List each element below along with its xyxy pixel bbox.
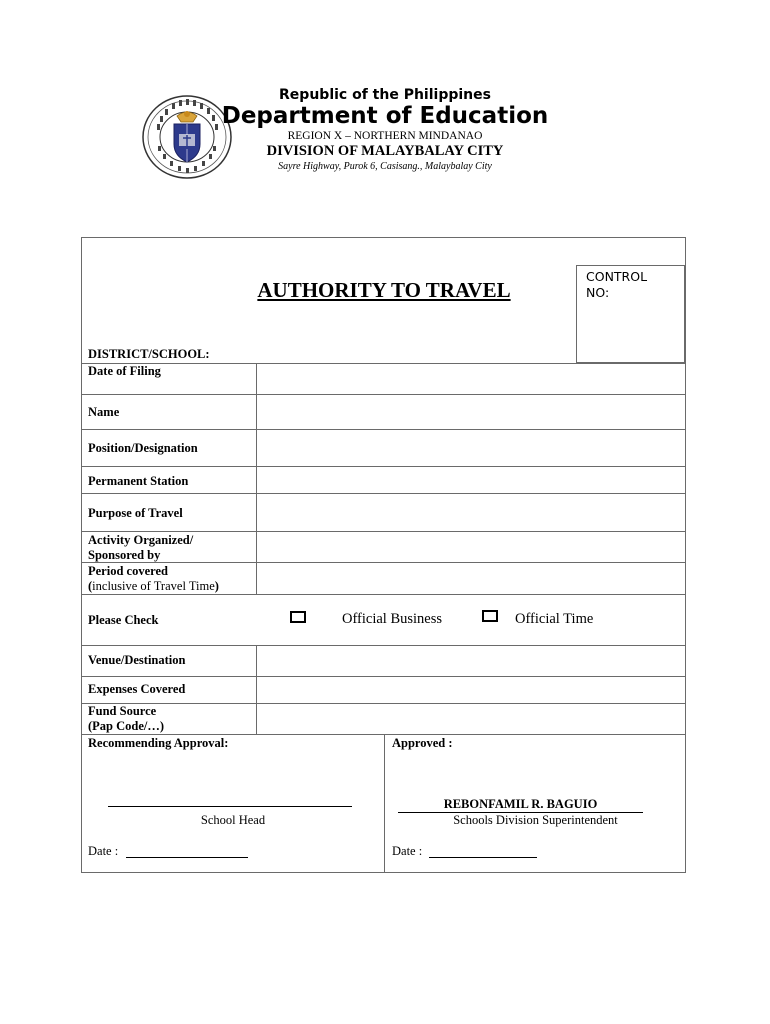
fund-source-field[interactable] (257, 704, 685, 734)
activity-label (88, 533, 193, 563)
venue-field[interactable] (257, 646, 685, 676)
fund-source-label-line1: Fund Source (88, 704, 157, 718)
superintendent-caption: Schools Division Superintendent (453, 813, 618, 827)
expenses-label: Expenses Covered (88, 682, 186, 696)
purpose-field[interactable] (257, 494, 685, 531)
period-paren-open: ( (88, 579, 93, 593)
approved-label: Approved : (392, 736, 453, 750)
official-business-label: Official Business (342, 611, 443, 627)
superintendent-date-line[interactable] (429, 857, 537, 858)
official-time-label: Official Time (515, 611, 594, 627)
name-field[interactable] (257, 395, 685, 429)
recommending-approval-label: Recommending Approval: (88, 736, 229, 750)
position-label: Position/Designation (88, 441, 198, 455)
school-head-date-line[interactable] (126, 857, 248, 858)
period-label-line2-text: inclusive of Travel Time (92, 579, 215, 593)
activity-field[interactable] (257, 532, 685, 562)
official-business-checkbox[interactable] (290, 611, 306, 623)
venue-label: Venue/Destination (88, 653, 186, 667)
purpose-label: Purpose of Travel (88, 506, 183, 520)
expenses-field[interactable] (257, 677, 685, 703)
signature-divider (384, 734, 385, 873)
please-check-label: Please Check (88, 613, 159, 627)
permanent-station-field[interactable] (257, 467, 685, 493)
form-title: AUTHORITY TO TRAVEL (257, 278, 511, 302)
district-school-label: DISTRICT/SCHOOL: (88, 347, 210, 361)
name-label: Name (88, 405, 120, 419)
date-of-filing-field[interactable] (257, 364, 685, 394)
superintendent-date-label: Date : (392, 844, 423, 858)
permanent-station-label: Permanent Station (88, 474, 189, 488)
control-number-label: CONTROL NO: (586, 269, 648, 300)
row-divider (81, 594, 686, 595)
republic-heading: Republic of the Philippines (279, 87, 491, 103)
position-field[interactable] (257, 430, 685, 466)
official-time-checkbox[interactable] (482, 610, 498, 622)
address-line: Sayre Highway, Purok 6, Casisang., Malaybalay City (278, 161, 492, 172)
period-label-line1: Period covered (88, 564, 168, 578)
division-heading: DIVISION OF MALAYBALAY CITY (266, 143, 504, 159)
period-label (88, 564, 219, 594)
school-head-date-label: Date : (88, 844, 119, 858)
activity-label-line2: Sponsored by (88, 548, 161, 562)
control-number-box[interactable] (576, 265, 686, 363)
fund-source-label-line2: (Pap Code/…) (88, 719, 165, 733)
department-heading: Department of Education (221, 103, 549, 129)
region-heading: REGION X – NORTHERN MINDANAO (287, 130, 483, 142)
period-paren-close: ) (214, 579, 219, 593)
date-of-filing-label: Date of Filing (88, 364, 161, 378)
activity-label-line1: Activity Organized/ (88, 533, 194, 547)
period-label-line2 (88, 579, 219, 594)
superintendent-name: REBONFAMIL R. BAGUIO (443, 797, 598, 811)
school-head-caption: School Head (200, 813, 266, 827)
fund-source-label (88, 704, 164, 734)
period-field[interactable] (257, 563, 685, 594)
school-head-signature-line[interactable] (108, 806, 352, 807)
